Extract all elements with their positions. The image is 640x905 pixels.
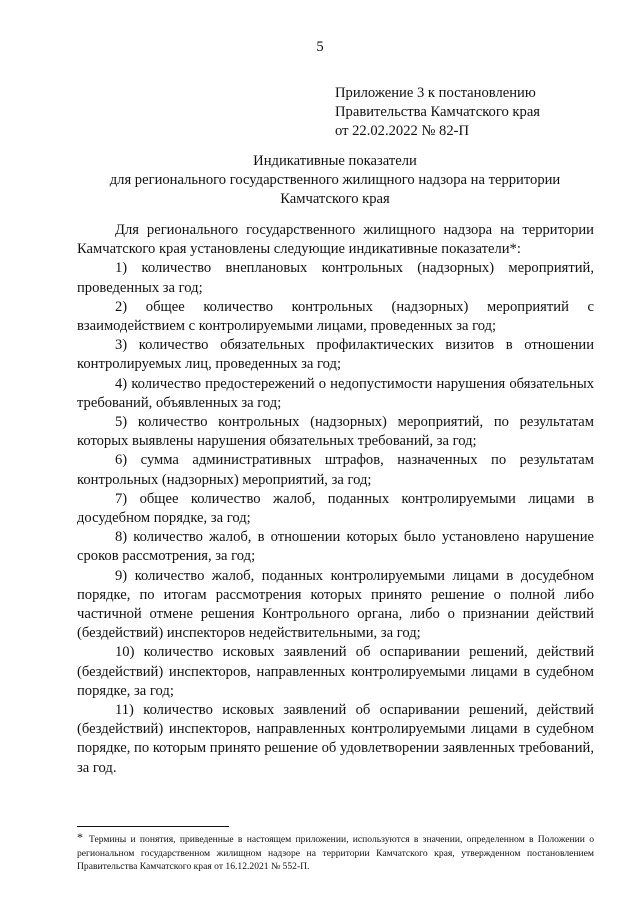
appendix-reference: [335, 84, 625, 142]
indicator-item-6: 6) сумма административных штрафов, назначенных по результатам контрольных (надзорных) мероприятий, за год;: [77, 452, 594, 488]
appendix-line-2: Правительства Камчатского края: [335, 104, 541, 121]
appendix-line-3: от 22.02.2022 № 82-П: [335, 123, 470, 140]
indicator-item-9: 9) количество жалоб, поданных контролируемыми лицами в досудебном порядке, по итогам рассмотрения которых принято решение о полной либо частичной отмене решения Контрольного органа, либо о признании действий (бездействий) инспекторов недействительными, за год;: [77, 567, 594, 642]
indicator-item-1: 1) количество внеплановых контрольных (надзорных) мероприятий, проведенных за год;: [77, 260, 594, 296]
footnote-text: Термины и понятия, приведенные в настоящем приложении, используются в значении, определенном в Положении о региональном государственном жилищном надзоре на территории Камчатского края, утвержденном постановлением Правительства Камчатского края от 16.12.2021 № 552-П.: [77, 834, 594, 872]
document-title: [75, 152, 595, 210]
indicator-item-10: 10) количество исковых заявлений об оспаривании решений, действий (бездействий) инспекторов, направленных контролируемыми лицами в судебном порядке, за год;: [77, 644, 594, 699]
title-line-3: Камчатского края: [280, 191, 390, 208]
page-number: 5: [316, 39, 324, 55]
footnote-mark: *: [77, 830, 83, 844]
indicator-item-5: 5) количество контрольных (надзорных) мероприятий, по результатам которых выявлены нарушения обязательных требований, за год;: [77, 414, 594, 450]
appendix-line-1: Приложение 3 к постановлению: [335, 85, 536, 101]
document-body: [77, 221, 594, 778]
title-line-1: Индикативные показатели: [253, 153, 417, 169]
footnote: [77, 831, 594, 874]
title-line-2: для регионального государственного жилищного надзора на территории: [109, 172, 561, 189]
indicator-item-7: 7) общее количество жалоб, поданных контролируемыми лицами в досудебном порядке, за год;: [77, 490, 594, 527]
indicator-item-11: 11) количество исковых заявлений об оспаривании решений, действий (бездействий) инспекторов, направленных контролируемыми лицами в судебном порядке, по которым принято решение об удовлетворении заявленных требований, за год.: [77, 702, 594, 776]
footnote-divider: [77, 826, 229, 827]
indicator-item-8: 8) количество жалоб, в отношении которых было установлено нарушение сроков рассмотрения, за год;: [77, 529, 594, 565]
intro-paragraph: Для регионального государственного жилищного надзора на территории Камчатского края установлены следующие индикативные показатели*:: [77, 222, 594, 258]
indicator-item-4: 4) количество предостережений о недопустимости нарушения обязательных требований, объявленных за год;: [77, 375, 594, 411]
indicator-item-3: 3) количество обязательных профилактических визитов в отношении контролируемых лиц, проведенных за год;: [77, 337, 594, 373]
indicator-item-2: 2) общее количество контрольных (надзорных) мероприятий с взаимодействием с контролируемыми лицами, проведенных за год;: [77, 298, 594, 335]
